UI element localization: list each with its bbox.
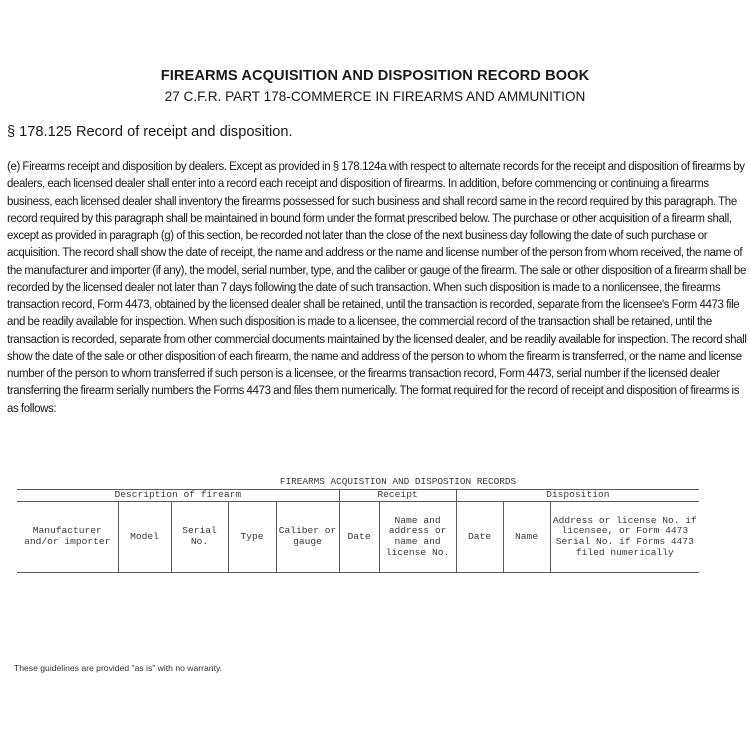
document-title: FIREARMS ACQUISITION AND DISPOSITION RECORD BOOK [160, 68, 590, 84]
column-header-disposition-name: Name [503, 502, 550, 573]
group-header-description: Description of firearm [17, 490, 339, 502]
record-table-block [17, 476, 699, 573]
column-header-receipt-date: Date [339, 502, 379, 573]
column-header-type: Type [228, 502, 276, 573]
column-header-manufacturer: Manufacturer and/or importer [17, 502, 118, 573]
column-header-disposition-address: Address or license No. if licensee, or Form 4473 Serial No. if Forms 4473 filed numerically [550, 502, 699, 573]
group-header-receipt: Receipt [339, 490, 456, 502]
footer-disclaimer: These guidelines are provided "as is" with no warranty. [14, 663, 222, 673]
record-table-caption: FIREARMS ACQUISTION AND DISPOSTION RECORDS [279, 476, 517, 487]
section-heading: § 178.125 Record of receipt and disposition. [7, 124, 293, 140]
column-header-model: Model [118, 502, 171, 573]
column-header-caliber: Caliber or gauge [276, 502, 339, 573]
column-header-disposition-date: Date [456, 502, 503, 573]
document-subtitle: 27 C.F.R. PART 178-COMMERCE IN FIREARMS AND AMMUNITION [164, 89, 586, 104]
column-header-serial: Serial No. [171, 502, 228, 573]
group-header-disposition: Disposition [456, 490, 699, 502]
record-table [17, 489, 699, 573]
regulation-paragraph: (e) Firearms receipt and disposition by dealers. Except as provided in § 178.124a with respect to alternate records for the receipt and disposition of firearms by dealers, each licensed dealer shall enter into a record each receipt and disposition of firearms. In addition, before commencing or continuing a firearms business, each licensed dealer shall inventory the firearms possessed for such business and shall record same in the record required by this paragraph. The record required by this paragraph shall be maintained in bound form under the format prescribed below. The purchase or other acquisition of a firearm shall, except as provided in paragraph (g) of this section, be recorded not later than the close of the next business day following the date of such purchase or acquisition. The record shall show the date of receipt, the name and address or the name and license number of the person from whom received, the name of the manufacturer and importer (if any), the model, serial number, type, and the caliber or gauge of the firearm. The sale or other disposition of a firearm shall be recorded by the licensed dealer not later than 7 days following the date of such transaction. When such disposition is made to a nonlicensee, the firearms transaction record, Form 4473, obtained by the licensed dealer shall be retained, until the transaction is recorded, separate from the licensee's Form 4473 file and be readily available for inspection. When such disposition is made to a licensee, the commercial record of the transaction shall be retained, until the transaction is recorded, separate from other commercial documents maintained by the licensed dealer, and be readily available for inspection. The record shall show the date of the sale or other disposition of each firearm, the name and address of the person to whom the firearm is transferred, or the name and license number of the person to whom transferred if such person is a licensee, or the firearms transaction record, Form 4473, serial number if the licensed dealer transferring the firearm serially numbers the Forms 4473 and files them numerically. The format required for the record of receipt and disposition of firearms is as follows: [7, 161, 747, 415]
column-header-receipt-name: Name and address or name and license No. [379, 502, 456, 573]
